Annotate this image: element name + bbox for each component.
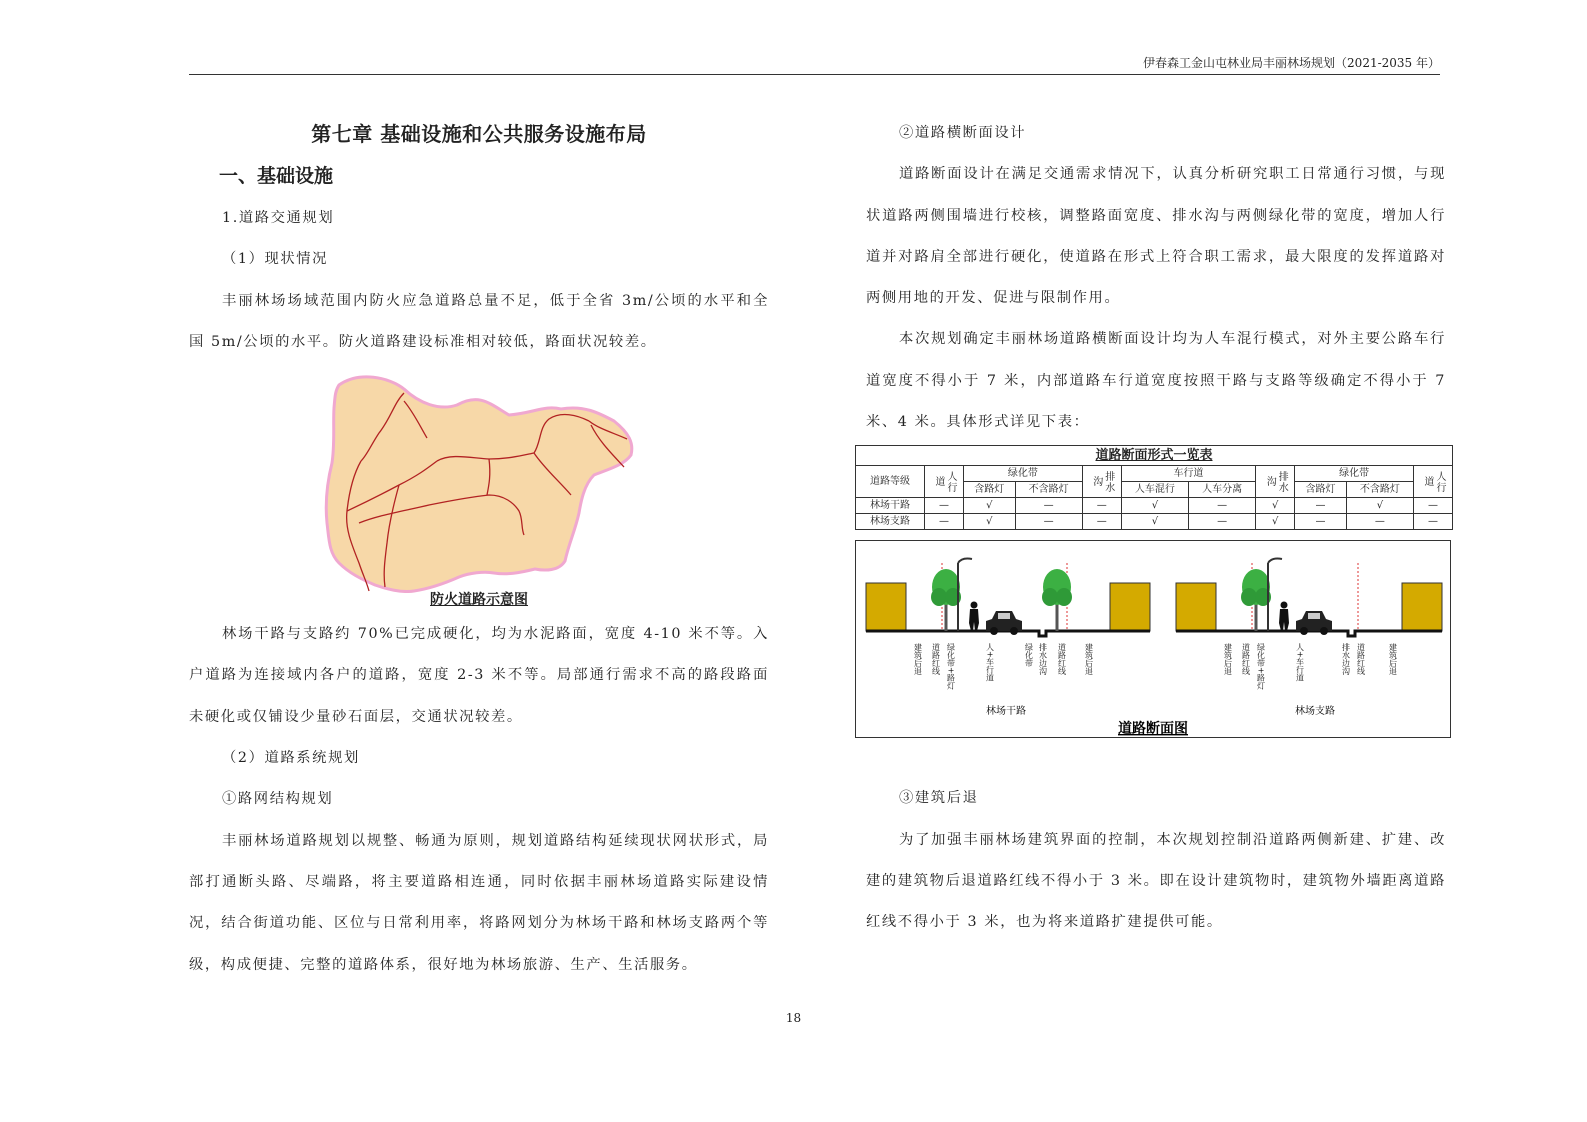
th-drain-left: 排水沟: [1082, 466, 1121, 498]
cell: —: [925, 498, 964, 514]
label-setback: 建筑后退: [1388, 643, 1398, 676]
cell: —: [1082, 514, 1121, 530]
table-row: [856, 498, 1453, 514]
para-cross-section: 道路断面设计在满足交通需求情况下，认真分析研究职工日常通行习惯，与现状道路两侧围墙进行校核，调整路面宽度、排水沟与两侧绿化带的宽度，增加人行道并对路肩全部进行硬化，使道路在形式上符合职工需求，最大限度的发挥道路对两侧用地的开发、促进与限制作用。: [866, 166, 1446, 307]
section-title: 一、基础设施: [219, 165, 334, 187]
sub-network: ①路网结构规划: [222, 791, 334, 808]
label-carriageway: 人+车行道: [985, 643, 995, 683]
item-status: （1）现状情况: [222, 251, 329, 268]
label-green-lamp: 绿化带+路灯: [1256, 643, 1266, 691]
cell: —: [1295, 498, 1347, 514]
label-red-line: 道路红线: [1057, 643, 1067, 676]
chapter-title: 第七章 基础设施和公共服务设施布局: [311, 122, 647, 146]
th-nolamp: 不含路灯: [1015, 482, 1082, 498]
section-main-road: [866, 559, 1150, 637]
road-section-diagram: [855, 540, 1451, 738]
th-drain-right: 排水沟: [1256, 466, 1295, 498]
cell: —: [1015, 514, 1082, 530]
th-separated: 人车分离: [1188, 482, 1255, 498]
cell: —: [1188, 498, 1255, 514]
section-branch-title: 林场支路: [1295, 706, 1335, 718]
label-setback: 建筑后退: [1084, 643, 1094, 676]
sub-setback: ③建筑后退: [899, 790, 979, 807]
label-green-lamp: 绿化带+路灯: [946, 643, 956, 691]
cell: √: [964, 514, 1016, 530]
label-drain: 排水边沟: [1341, 643, 1351, 676]
map-caption: 防火道路示意图: [430, 592, 528, 609]
item-system-planning: （2）道路系统规划: [222, 750, 360, 767]
cell: —: [1188, 514, 1255, 530]
th-walk-left: 人行道: [925, 466, 964, 498]
sub-cross-section: ②道路横断面设计: [899, 125, 1027, 141]
page-number: 18: [785, 1011, 802, 1025]
cell: —: [1414, 498, 1453, 514]
road-section-table: [855, 445, 1453, 530]
th-lamp: 含路灯: [1295, 482, 1347, 498]
cell: √: [964, 498, 1016, 514]
map-graphic: [189, 363, 769, 593]
section-main-title: 林场干路: [986, 706, 1026, 718]
cell: √: [1121, 514, 1188, 530]
label-drain: 排水边沟: [1038, 643, 1048, 676]
section-labels: [914, 642, 1398, 690]
para-network: 丰丽林场道路规划以规整、畅通为原则，规划道路结构延续现状网状形式，局部打通断头路、尽端路，将主要道路相连通，同时依据丰丽林场道路实际建设情况，结合街道功能、区位与日常利用率，将路网划分为林场干路和林场支路两个等级，构成便捷、完整的道路体系，很好地为林场旅游、生产、生活服务。: [189, 832, 769, 973]
label-setback: 建筑后退: [1223, 643, 1233, 676]
label-carriageway: 人+车行道: [1295, 643, 1305, 683]
cell: —: [1295, 514, 1347, 530]
section-caption: 道路断面图: [1118, 721, 1188, 738]
row-name: 林场支路: [856, 514, 925, 530]
cell: √: [1256, 514, 1295, 530]
th-lane: 车行道: [1121, 466, 1255, 482]
fire-road-map: [189, 363, 769, 593]
th-mixed: 人车混行: [1121, 482, 1188, 498]
cell: √: [1346, 498, 1413, 514]
forest-area-shape: [326, 377, 632, 592]
row-name: 林场干路: [856, 498, 925, 514]
label-green: 绿化带: [1024, 643, 1034, 668]
cell: —: [1414, 514, 1453, 530]
section-graphic: [856, 541, 1450, 737]
para-status: 丰丽林场场域范围内防火应急道路总量不足，低于全省 3m/公顷的水平和全国 5m/公顷的水平。防火道路建设标准相对较低，路面状况较差。: [189, 292, 769, 350]
item-road-planning: 1.道路交通规划: [222, 210, 335, 226]
th-lamp: 含路灯: [964, 482, 1016, 498]
section-branch-road: [1176, 559, 1442, 637]
para-setback: 为了加强丰丽林场建筑界面的控制，本次规划控制沿道路两侧新建、扩建、改建的建筑物后退道路红线不得小于 3 米。即在设计建筑物时，建筑物外墙距离道路红线不得小于 3 米，也为将来道路扩建提供可能。: [866, 831, 1446, 931]
page-header: 伊春森工金山屯林业局丰丽林场规划（2021-2035 年）: [189, 56, 1440, 75]
label-red-line: 道路红线: [931, 643, 941, 676]
th-green-right: 绿化带: [1295, 466, 1414, 482]
th-walk-right: 人行道: [1414, 466, 1453, 498]
para-hardening: 林场干路与支路约 70%已完成硬化，均为水泥路面，宽度 4-10 米不等。入户道路为连接域内各户的道路，宽度 2-3 米不等。局部通行需求不高的路段路面未硬化或仅铺设少量砂石面层，交通状况较差。: [189, 626, 769, 725]
label-red-line: 道路红线: [1356, 643, 1366, 676]
right-column: [866, 113, 1446, 944]
left-column: [189, 118, 769, 986]
cell: —: [925, 514, 964, 530]
cell: —: [1082, 498, 1121, 514]
cell: —: [1015, 498, 1082, 514]
para-mixed-mode: 本次规划确定丰丽林场道路横断面设计均为人车混行模式，对外主要公路车行道宽度不得小于 7 米，内部道路车行道宽度按照干路与支路等级确定不得小于 7 米、4 米。具体形式详见下表：: [866, 331, 1446, 431]
table-row: [856, 514, 1453, 530]
th-green-left: 绿化带: [964, 466, 1083, 482]
table-title: 道路断面形式一览表: [856, 446, 1453, 466]
th-nolamp: 不含路灯: [1346, 482, 1413, 498]
label-red-line: 道路红线: [1241, 643, 1251, 676]
label-setback: 建筑后退: [913, 643, 923, 676]
cell: —: [1346, 514, 1413, 530]
cell: √: [1121, 498, 1188, 514]
cell: √: [1256, 498, 1295, 514]
th-grade: 道路等级: [856, 466, 925, 498]
